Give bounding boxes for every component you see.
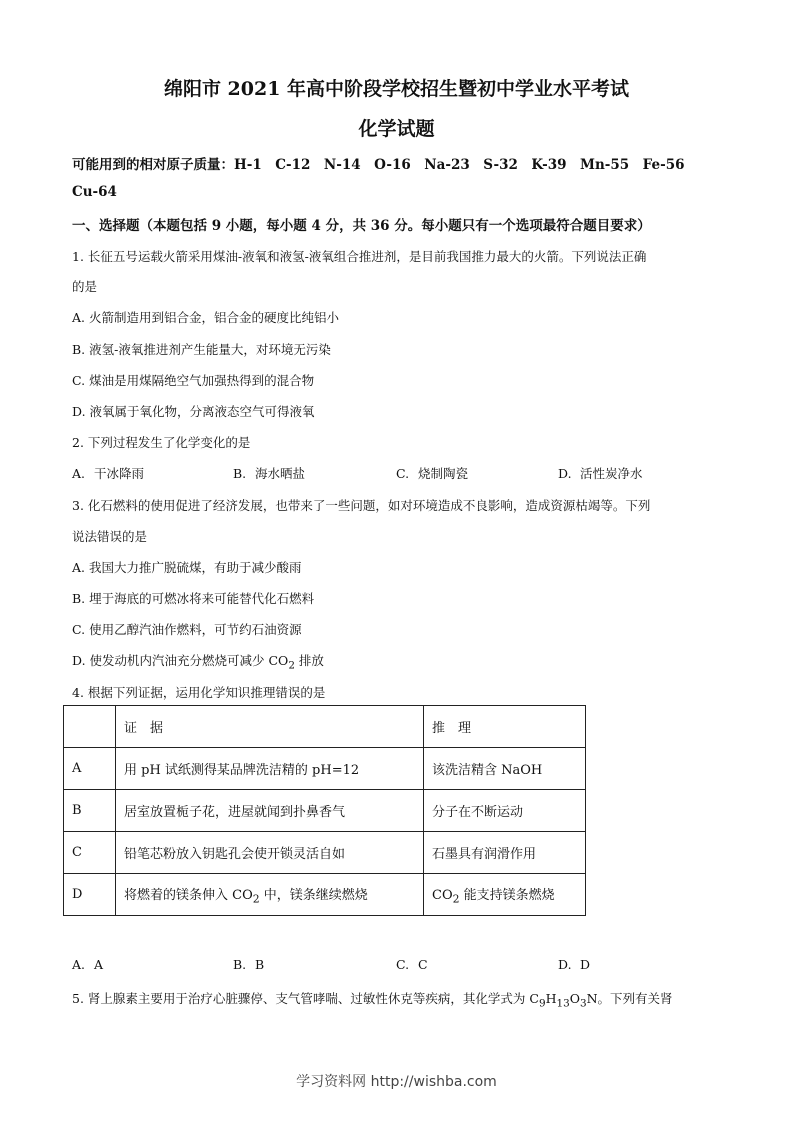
option-text: 烧制陶瓷 [418,466,469,481]
table-header-evidence: 证 据 [116,706,424,748]
q1-option-b: B. 液氢-液氧推进剂产生能量大，对环境无污染 [72,342,331,357]
inference-text-end: 能支持镁条燃烧 [459,887,555,903]
q3-option-c: C. 使用乙醇汽油作燃料，可节约石油资源 [72,622,302,637]
q4-option-c [396,957,428,972]
q3-stem: 3. 化石燃料的使用促进了经济发展，也带来了一些问题，如对环境造成不良影响，造成资源枯竭等。下列 [72,498,651,513]
q4-option-b [233,957,264,972]
footer-watermark: 学习资料网 http://wishba.com [296,1074,497,1090]
option-label: C. [396,957,410,972]
q1-stem-cont: 的是 [72,279,98,294]
q3-option-d [72,651,324,672]
section-heading: 一、选择题（本题包括 9 小题，每小题 4 分，共 36 分。每小题只有一个选项最符合题目要求） [72,218,651,234]
table-row [64,874,586,916]
table-header-inference: 推 理 [424,706,586,748]
q3-stem-cont: 说法错误的是 [72,529,148,544]
q1-option-c: C. 煤油是用煤隔绝空气加强热得到的混合物 [72,373,315,388]
q5-stem [72,989,673,1010]
subscript: 3 [579,997,587,1010]
q1-stem: 1. 长征五号运载火箭采用煤油-液氧和液氢-液氧组合推进剂，是目前我国推力最大的火箭。下列说法正确 [72,249,647,264]
option-text: A [94,957,104,972]
row-label: A [64,748,116,790]
subscript: 9 [538,997,546,1010]
table-row [64,790,586,832]
q2-option-b [233,464,305,482]
evidence-text: 将燃着的镁条伸入 CO [124,887,253,903]
option-text: 干冰降雨 [94,466,145,481]
q3-option-b: B. 埋于海底的可燃冰将来可能替代化石燃料 [72,591,315,606]
option-text: D [580,957,591,972]
option-text: 活性炭净水 [580,466,643,481]
option-label: A. [72,957,86,972]
table-header-row [64,706,586,748]
subscript: 2 [452,892,460,906]
q3-option-d-text-end: 排放 [294,653,324,668]
option-text: B [255,957,265,972]
row-inference: 石墨具有润滑作用 [424,832,586,874]
row-label: D [64,874,116,916]
option-text: 海水晒盐 [255,466,306,481]
q1-option-a: A. 火箭制造用到铝合金，铝合金的硬度比纯铝小 [72,310,339,325]
row-inference [424,874,586,916]
subscript: 13 [556,997,570,1010]
evidence-table [63,705,586,916]
row-inference: 该洗洁精含 NaOH [424,748,586,790]
evidence-text-end: 中，镁条继续燃烧 [259,887,368,903]
option-text: C [418,957,428,972]
row-label: C [64,832,116,874]
atomic-masses-line-cont: Cu-64 [72,184,117,200]
row-evidence: 居室放置栀子花，进屋就闻到扑鼻香气 [116,790,424,832]
option-label: A. [72,466,86,481]
option-label: D. [558,957,572,972]
q2-option-a [72,464,144,482]
page-subtitle: 化学试题 [358,118,435,140]
table-row [64,832,586,874]
q3-option-d-text: D. 使发动机内汽油充分燃烧可减少 CO [72,653,289,668]
q4-option-a [72,957,103,972]
atomic-masses-line: 可能用到的相对原子质量：H-1 C-12 N-14 O-16 Na-23 S-32 K-39 Mn-55 Fe-56 [72,157,685,173]
subscript: 2 [252,892,260,906]
q2-stem: 2. 下列过程发生了化学变化的是 [72,435,251,450]
page-title: 绵阳市 2021 年高中阶段学校招生暨初中学业水平考试 [163,78,630,100]
q4-option-d [558,957,590,972]
q2-option-d [558,464,643,482]
table-row [64,748,586,790]
row-evidence [116,874,424,916]
subscript: 2 [288,659,295,672]
formula-element: H [545,991,557,1006]
inference-text: CO [432,887,453,903]
table-cell [64,706,116,748]
option-label: D. [558,466,572,481]
q2-option-c [396,464,468,482]
q3-option-a: A. 我国大力推广脱硫煤，有助于减少酸雨 [72,560,302,575]
formula-element: O [569,991,580,1006]
q4-stem: 4. 根据下列证据，运用化学知识推理错误的是 [72,685,326,700]
option-label: C. [396,466,410,481]
row-evidence: 铅笔芯粉放入钥匙孔会使开锁灵活自如 [116,832,424,874]
option-label: B. [233,957,247,972]
option-label: B. [233,466,247,481]
row-evidence: 用 pH 试纸测得某品牌洗洁精的 pH=12 [116,748,424,790]
row-label: B [64,790,116,832]
row-inference: 分子在不断运动 [424,790,586,832]
q1-option-d: D. 液氧属于氧化物，分离液态空气可得液氧 [72,404,315,419]
q5-stem-text-end: N。下列有关肾 [586,991,673,1006]
q5-stem-text: 5. 肾上腺素主要用于治疗心脏骤停、支气管哮喘、过敏性休克等疾病，其化学式为 C [72,991,539,1006]
